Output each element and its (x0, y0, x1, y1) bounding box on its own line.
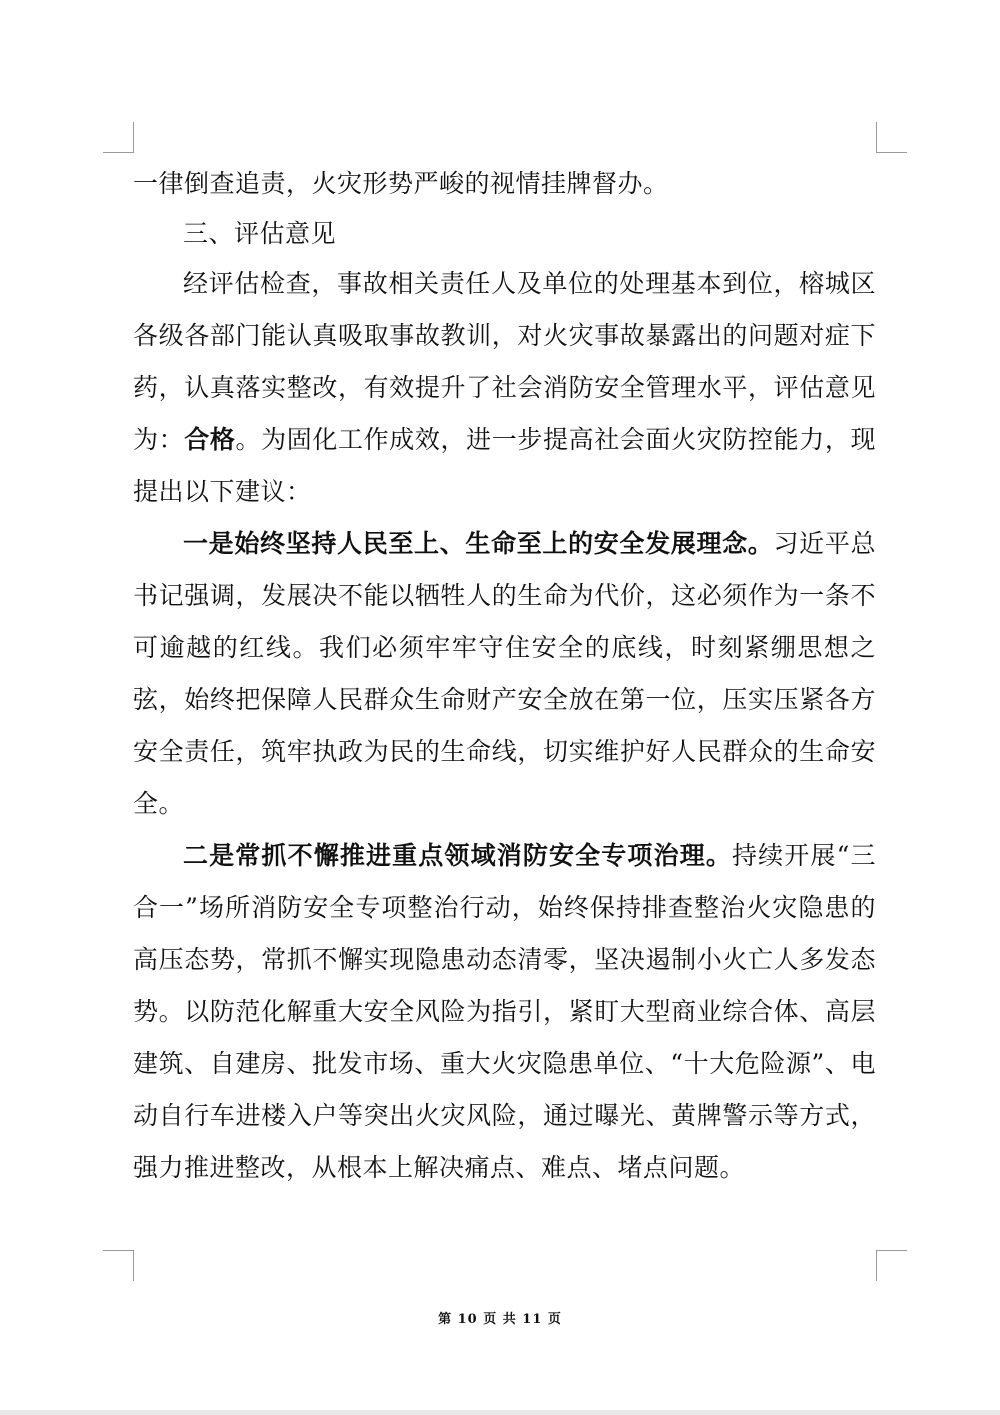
suggestion-2-title: 二是常抓不懈推进重点领域消防安全专项治理。 (183, 841, 732, 870)
suggestion-1-title: 一是始终坚持人民至上、生命至上的安全发展理念。 (183, 529, 774, 558)
suggestion-1-text: 习近平总书记强调，发展决不能以牺牲人的生命为代价，这必须作为一条不可逾越的红线。我们必须牢牢守住安全的底线，时刻紧绷思想之弦，始终把保障人民群众生命财产安全放在第一位，压实压紧各方安全责任，筑牢执政为民的生命线，切实维护好人民群众的生命安全。 (133, 529, 876, 818)
margin-corner-bottom-left (103, 1250, 134, 1281)
margin-corner-top-left (103, 122, 134, 153)
paragraph-suggestion-2 (133, 830, 876, 1194)
paragraph-continuation: 一律倒查追责，火灾形势严峻的视情挂牌督办。 (133, 169, 669, 198)
page-number-footer: 第 10 页 共 11 页 (438, 1312, 562, 1327)
assessment-text-a: 经评估检查，事故相关责任人及单位的处理基本到位，榕城区各级各部门能认真吸取事故教训，对火灾事故暴露出的问题对症下药，认真落实整改，有效提升了社会消防安全管理水平，评估意见为： (133, 269, 876, 454)
assessment-result: 合格 (184, 425, 236, 454)
assessment-text-b: 。为固化工作成效，进一步提高社会面火灾防控能力，现提出以下建议： (133, 425, 876, 506)
page-body (133, 158, 876, 1194)
section-heading: 三、评估意见 (183, 219, 337, 248)
page-bottom-edge (0, 1410, 1000, 1415)
suggestion-2-text: 持续开展“三合一”场所消防安全专项整治行动，始终保持排查整治火灾隐患的高压态势，常抓不懈实现隐患动态清零，坚决遏制小火亡人多发态势。以防范化解重大安全风险为指引，紧盯大型商业综合体、高层建筑、自建房、批发市场、重大火灾隐患单位、“十大危险源”、电动自行车进楼入户等突出火灾风险，通过曝光、黄牌警示等方式，强力推进整改，从根本上解决痛点、难点、堵点问题。 (133, 841, 876, 1182)
paragraph-suggestion-1 (133, 518, 876, 830)
margin-corner-bottom-right (876, 1250, 907, 1281)
margin-corner-top-right (876, 122, 907, 153)
paragraph-assessment (133, 258, 876, 518)
